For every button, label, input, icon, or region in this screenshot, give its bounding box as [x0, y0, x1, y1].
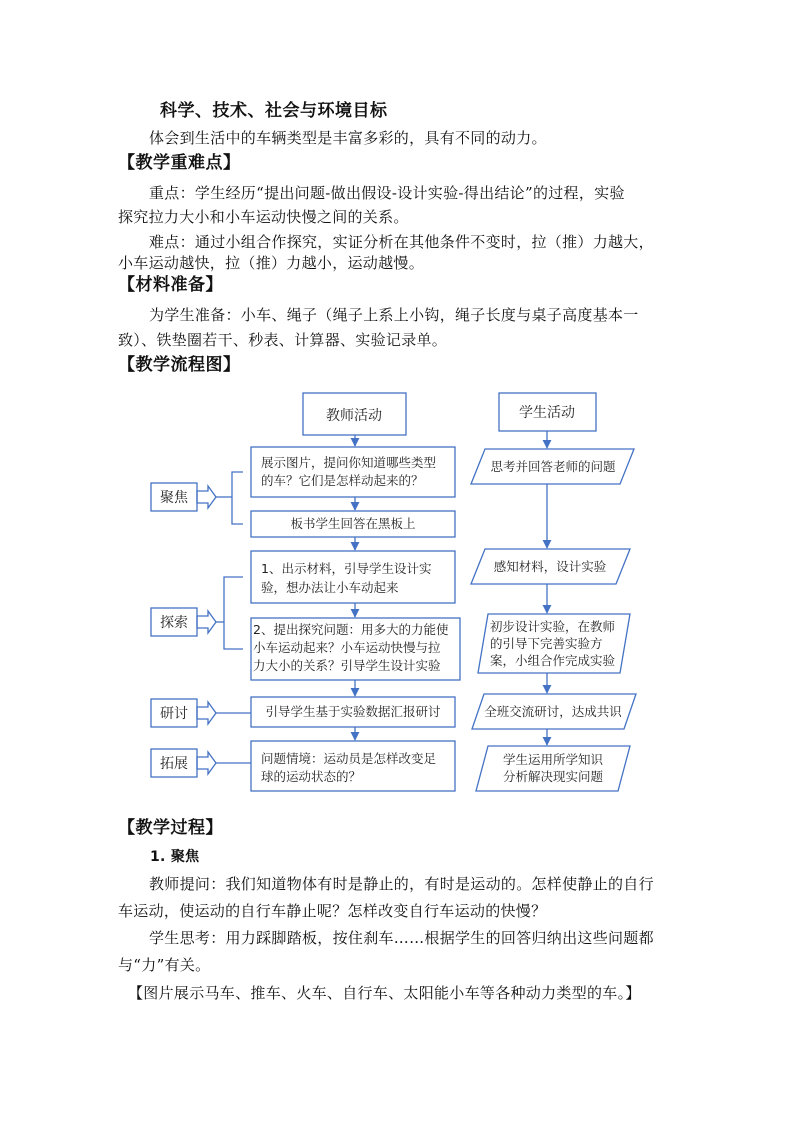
teacher-text-5: 引导学生基于实验数据汇报研讨	[265, 704, 441, 719]
bracket-explore	[224, 577, 243, 649]
student-text-1: 思考并回答老师的问题	[490, 459, 616, 474]
student-text-2: 感知材料，设计实验	[493, 559, 607, 574]
stage-label-focus: 聚焦	[160, 490, 188, 506]
process-heading: 【教学过程】	[118, 818, 223, 838]
focus-text-line2: 探究拉力大小和小车运动快慢之间的关系。	[118, 208, 409, 226]
stage-arrow-extend	[197, 752, 216, 774]
teacher-box-3	[251, 551, 455, 603]
teacher-text-6b: 球的运动状态的？	[261, 769, 362, 784]
teacher-text-1b: 的车？它们是怎样动起来的？	[261, 473, 424, 488]
student-text-3a: 初步设计实验，在教师	[490, 619, 616, 634]
difficulty-text-line1: 难点：通过小组合作探究，实证分析在其他条件不变时，拉（推）力越大，	[149, 233, 654, 251]
focus-text-line1: 重点：学生经历“提出问题-做出假设-设计实验-得出结论”的过程，实验	[149, 184, 625, 202]
key-points-heading: 【教学重难点】	[118, 153, 241, 173]
teacher-text-4b: 小车运动起来？小车运动快慢与拉	[253, 640, 441, 655]
stage-arrow-focus	[197, 486, 216, 508]
student-text-3c: 案，小组合作完成实验	[490, 653, 616, 668]
process-paragraph-1b: 车运动，使运动的自行车静止呢？怎样改变自行车运动的快慢？	[118, 902, 547, 920]
materials-text-line1: 为学生准备：小车、绳子（绳子上系上小钩，绳子长度与桌子高度基本一	[149, 306, 639, 324]
teacher-text-3a: 1、出示材料，引导学生设计实	[261, 561, 432, 576]
materials-heading: 【材料准备】	[118, 275, 223, 295]
difficulty-text-line2: 小车运动越快，拉（推）力越小，运动越慢。	[118, 254, 425, 272]
process-paragraph-3: 【图片展示马车、推车、火车、自行车、太阳能小车等各种动力类型的车。】	[128, 984, 641, 1002]
teacher-text-2: 板书学生回答在黑板上	[290, 516, 416, 531]
teacher-text-3b: 验，想办法让小车动起来	[261, 580, 399, 595]
materials-text-line2: 致）、铁垫圈若干、秒表、计算器、实验记录单。	[118, 331, 448, 349]
teacher-header-label: 教师活动	[326, 408, 382, 424]
teacher-text-1a: 展示图片，提问你知道哪些类型	[261, 455, 437, 470]
student-text-3b: 的引导下完善实验方	[490, 636, 603, 651]
flowchart-heading: 【教学流程图】	[118, 355, 241, 375]
stage-label-explore: 探索	[160, 615, 188, 631]
student-text-4: 全班交流研讨，达成共识	[484, 704, 622, 719]
process-paragraph-1a: 教师提问：我们知道物体有时是静止的，有时是运动的。怎样使静止的自行	[149, 875, 654, 893]
goals-title: 科学、技术、社会与环境目标	[160, 101, 388, 121]
teacher-text-4a: 2、提出探究问题：用多大的力能使	[253, 622, 449, 637]
stage-label-discuss: 研讨	[160, 706, 188, 722]
process-step-1: 1. 聚焦	[150, 849, 200, 865]
stage-arrow-explore	[197, 611, 216, 633]
student-header-label: 学生活动	[519, 405, 575, 421]
stage-arrow-discuss	[197, 702, 216, 724]
teacher-text-4c: 力大小的关系？引导学生设计实验	[253, 658, 441, 673]
student-text-5a: 学生运用所学知识	[502, 752, 604, 767]
teacher-text-6a: 问题情境：运动员是怎样改变足	[261, 751, 437, 766]
bracket-focus	[232, 472, 243, 524]
process-paragraph-2b: 与“力”有关。	[118, 956, 211, 974]
student-text-5b: 分析解决现实问题	[502, 769, 604, 784]
goals-text: 体会到生活中的车辆类型是丰富多彩的，具有不同的动力。	[149, 129, 547, 147]
stage-label-extend: 拓展	[160, 756, 188, 772]
process-paragraph-2a: 学生思考：用力踩脚踏板，按住刹车……根据学生的回答归纳出这些问题都	[149, 929, 654, 947]
